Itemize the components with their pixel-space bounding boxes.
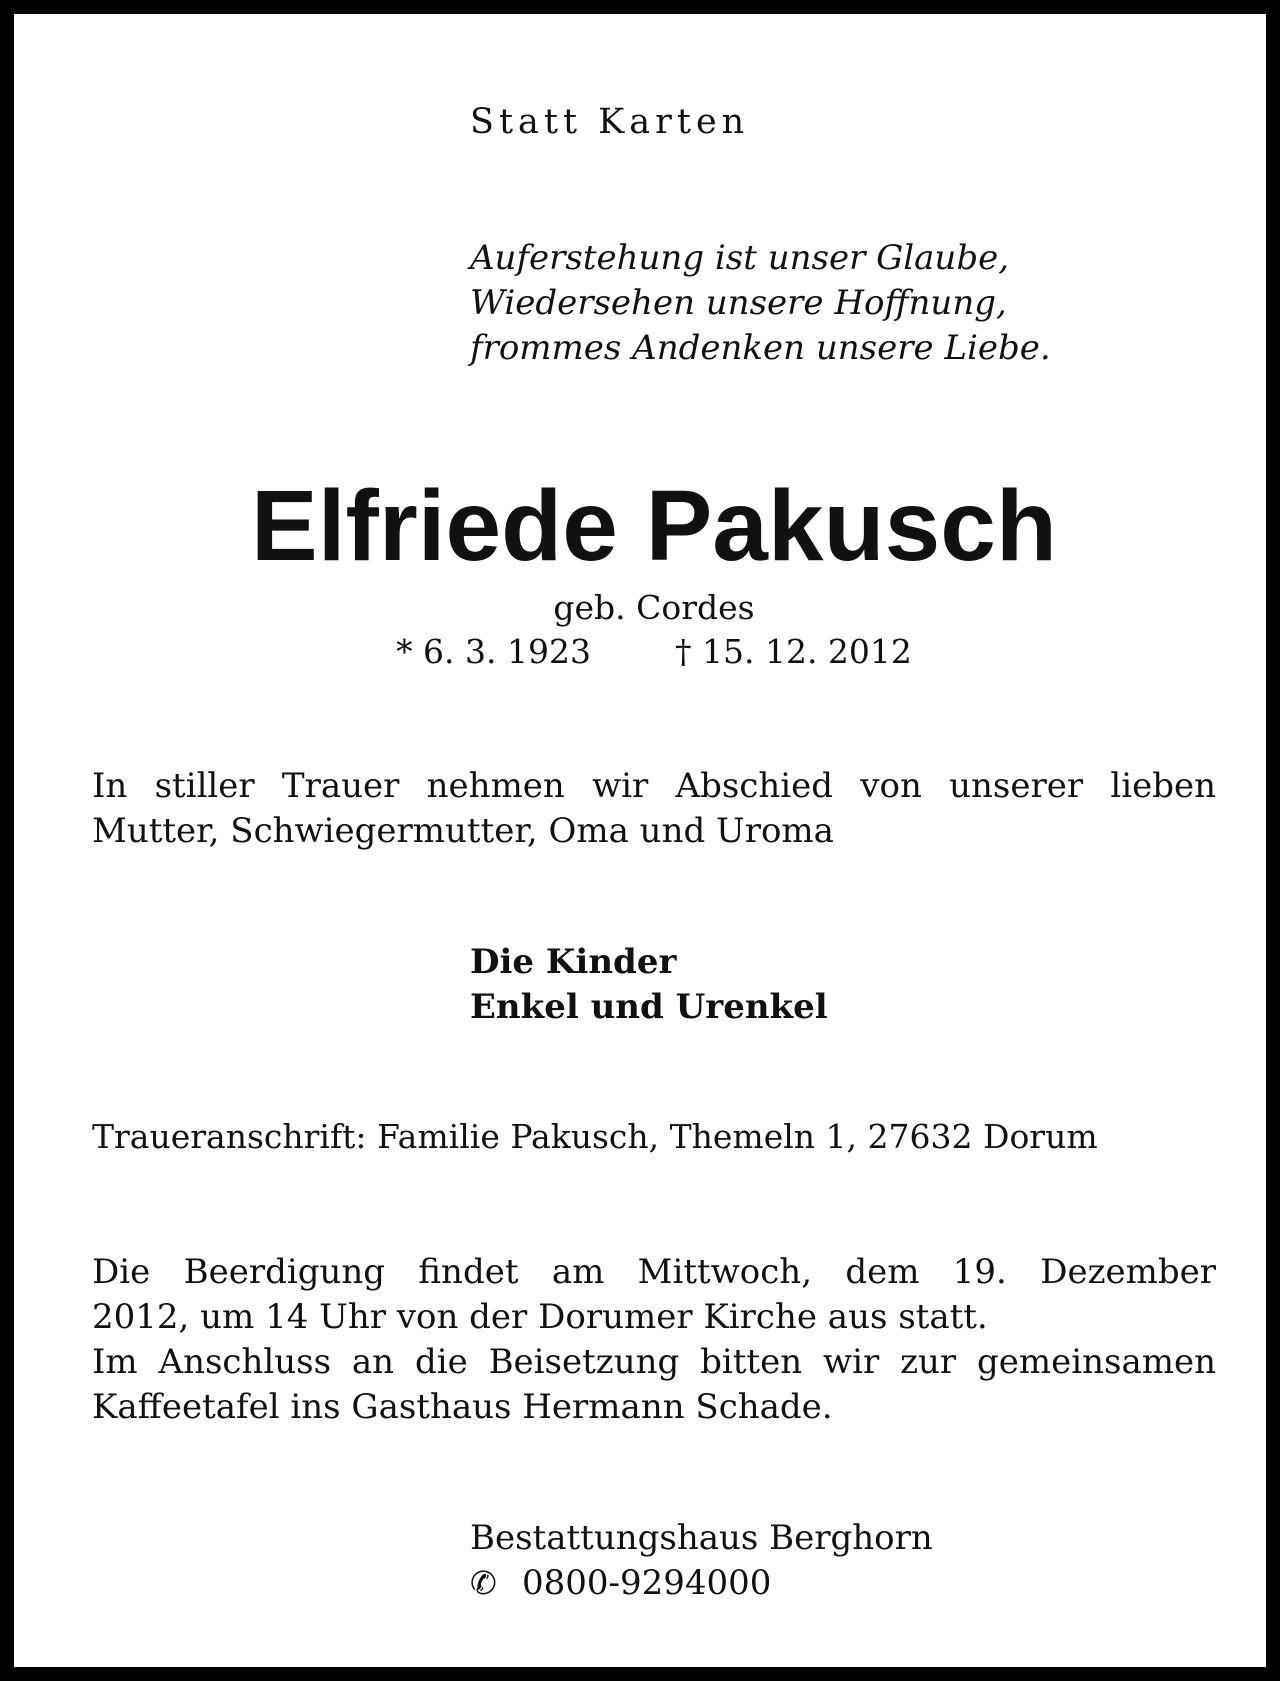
mourning-line: In stiller Trauer nehmen wir Abschied von unserer lieben (92, 766, 1216, 806)
undertaker-block (470, 1516, 933, 1606)
life-dates (14, 632, 1280, 671)
birth-date: * 6. 3. 1923 (396, 632, 591, 671)
phone-number: 0800-9294000 (522, 1563, 772, 1603)
mourning-line: Mutter, Schwiegermutter, Oma und Uroma (92, 811, 834, 851)
family-signature (470, 940, 828, 1030)
family-line: Die Kinder (470, 942, 677, 982)
motto-line: Auferstehung ist unser Glaube, (470, 238, 1010, 278)
death-date: † 15. 12. 2012 (675, 632, 912, 671)
undertaker-name: Bestattungshaus Berghorn (470, 1518, 933, 1558)
funeral-line: Kaffeetafel ins Gasthaus Hermann Schade. (92, 1387, 833, 1427)
funeral-line: Im Anschluss an die Beisetzung bitten wir zur gemeinsamen (92, 1342, 1216, 1382)
maiden-name: geb. Cordes (553, 588, 755, 627)
family-line: Enkel und Urenkel (470, 987, 828, 1027)
motto-verse (470, 236, 1051, 371)
funeral-info (92, 1250, 1216, 1430)
deceased-name: Elfriede Pakusch (251, 470, 1057, 582)
funeral-line: Die Beerdigung findet am Mittwoch, dem 19. Dezember (92, 1252, 1216, 1292)
undertaker-phone (470, 1561, 933, 1606)
mourning-text (92, 764, 1216, 854)
statt-karten-heading: Statt Karten (470, 102, 750, 142)
mourning-address: Traueranschrift: Familie Pakusch, Themeln 1, 27632 Dorum (92, 1117, 1098, 1156)
telephone-icon: ✆ (470, 1564, 497, 1602)
funeral-line: 2012, um 14 Uhr von der Dorumer Kirche aus statt. (92, 1297, 988, 1337)
motto-line: frommes Andenken unsere Liebe. (470, 328, 1051, 368)
motto-line: Wiedersehen unsere Hoffnung, (470, 283, 1007, 323)
